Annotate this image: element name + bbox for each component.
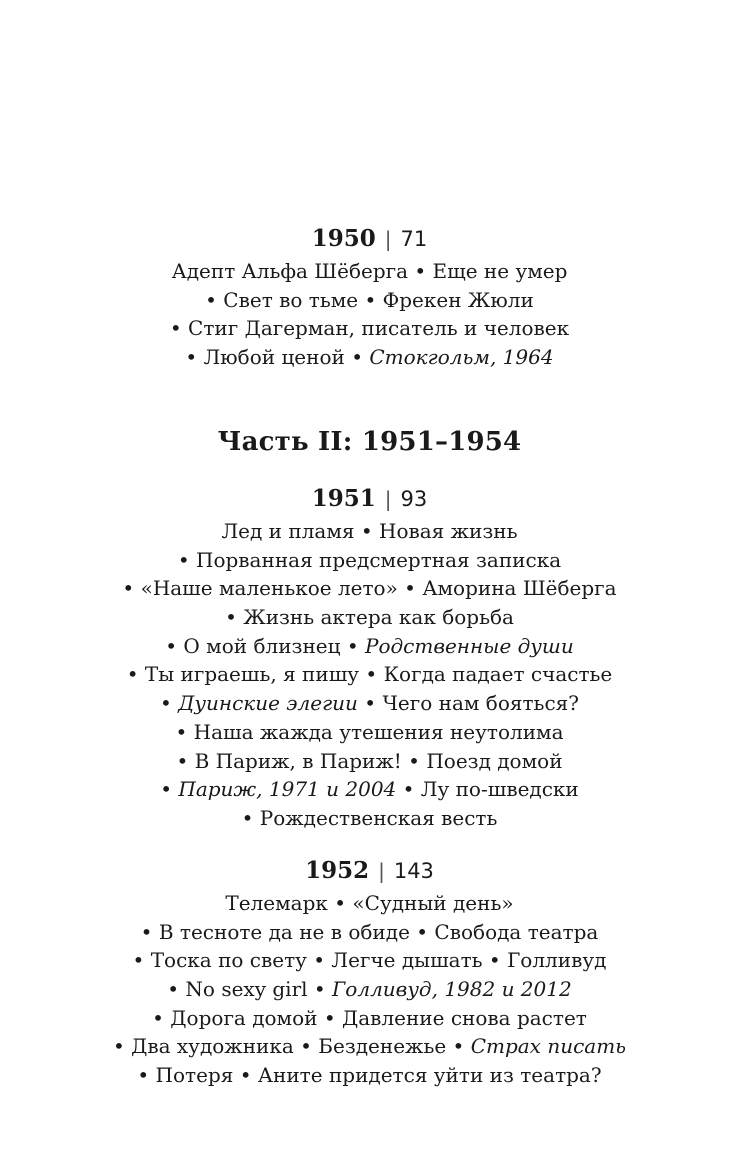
heading-separator: | — [378, 859, 385, 883]
entry-text: • Два художника • Безденежье • — [112, 1034, 471, 1059]
entry-text: Адепт Альфа Шёберга • Еще не умер — [171, 259, 568, 283]
heading-separator: | — [384, 487, 392, 511]
entry-text: • О мой близнец • — [165, 633, 365, 658]
toc-line — [0, 775, 739, 804]
section-1952 — [0, 856, 739, 1090]
toc-line — [0, 343, 739, 372]
toc-line — [0, 718, 739, 747]
entry-lines — [0, 257, 739, 372]
toc-line — [0, 632, 739, 661]
year-number: 1951 — [311, 485, 376, 512]
entry-text: • Любой ценой • — [185, 345, 370, 370]
heading-separator: | — [384, 227, 392, 251]
toc-line — [0, 314, 739, 343]
entry-text: • В Париж, в Париж! • Поезд домой — [176, 748, 563, 773]
page-number: 71 — [400, 227, 428, 251]
toc-line — [0, 975, 739, 1004]
part-title: Часть II: 1951–1954 — [217, 427, 522, 457]
entry-text: • Свет во тьме • Фрекен Жюли — [205, 287, 534, 312]
toc-line — [0, 286, 739, 315]
entry-text: • «Наше маленькое лето» • Аморина Шёберга — [122, 576, 617, 601]
entry-text: Лед и пламя • Новая жизнь — [221, 519, 518, 543]
italic-title: Голливуд, 1982 и 2012 — [332, 977, 572, 1002]
year-number: 1952 — [305, 857, 370, 884]
entry-lines — [0, 889, 739, 1090]
entry-text: • Ты играешь, я пишу • Когда падает счастье — [126, 662, 613, 687]
year-number: 1950 — [311, 225, 376, 252]
year-heading — [0, 224, 739, 254]
entry-lines — [0, 517, 739, 833]
year-heading — [0, 856, 739, 886]
toc-line — [0, 257, 739, 286]
toc-line — [0, 603, 739, 632]
entry-text: • Дорога домой • Давление снова растет — [152, 1005, 587, 1030]
toc-line — [0, 1061, 739, 1090]
toc-line — [0, 574, 739, 603]
entry-text: • Потеря • Аните придется уйти из театра? — [137, 1063, 602, 1088]
toc-line — [0, 1004, 739, 1033]
entry-text: • Стиг Дагерман, писатель и человек — [169, 316, 570, 341]
entry-text: • Лу по-шведски — [396, 777, 579, 802]
entry-text: • Чего нам бояться? — [357, 691, 579, 716]
page-number: 143 — [393, 859, 434, 883]
entry-text: • — [160, 691, 179, 716]
toc-line — [0, 889, 739, 918]
toc-line — [0, 1032, 739, 1061]
toc-line — [0, 804, 739, 833]
entry-text: • Рождественская весть — [241, 805, 498, 830]
part-heading-block — [0, 426, 739, 458]
toc-line — [0, 660, 739, 689]
toc-line — [0, 918, 739, 947]
page-number: 93 — [400, 487, 428, 511]
entry-text: • Жизнь актера как борьба — [225, 605, 514, 630]
toc-line — [0, 946, 739, 975]
toc-line — [0, 546, 739, 575]
entry-text: • Наша жажда утешения неутолима — [175, 719, 564, 744]
entry-text: • No sexy girl • — [167, 977, 333, 1002]
entry-text: • В тесноте да не в обиде • Свобода театра — [140, 919, 599, 944]
italic-title: Дуинские элегии — [178, 691, 358, 716]
entry-text: • Тоска по свету • Легче дышать • Голливуд — [132, 948, 607, 973]
toc-line — [0, 747, 739, 776]
entry-text: Телемарк • «Судный день» — [225, 891, 514, 915]
year-heading — [0, 484, 739, 514]
entry-text: • Порванная предсмертная записка — [177, 547, 562, 572]
toc-line — [0, 689, 739, 718]
italic-title: Родственные души — [364, 633, 574, 658]
italic-title: Стокгольм, 1964 — [369, 345, 554, 370]
section-1951 — [0, 484, 739, 833]
italic-title: Париж, 1971 и 2004 — [178, 777, 397, 802]
italic-title: Страх писать — [470, 1034, 627, 1059]
entry-text: • — [160, 777, 179, 802]
section-1950 — [0, 224, 739, 372]
toc-line — [0, 517, 739, 546]
